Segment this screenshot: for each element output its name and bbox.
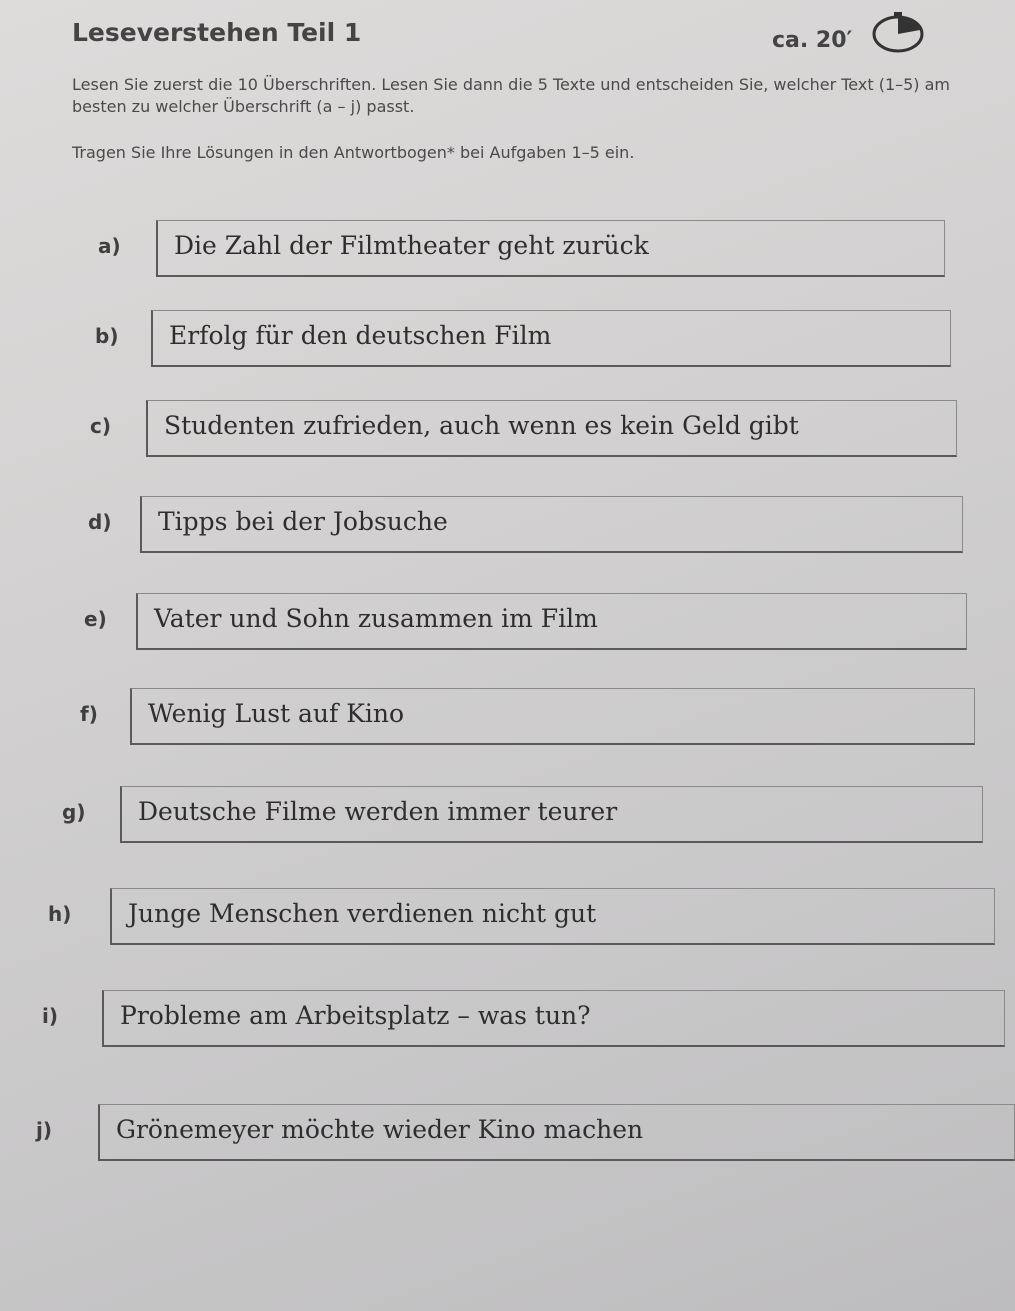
heading-box <box>102 990 1005 1047</box>
heading-text: Grönemeyer möchte wieder Kino machen <box>116 1115 644 1144</box>
heading-text: Probleme am Arbeitsplatz – was tun? <box>120 1001 591 1030</box>
heading-box <box>156 220 945 277</box>
heading-box <box>130 688 975 745</box>
heading-letter: c) <box>90 414 111 438</box>
heading-text: Tipps bei der Jobsuche <box>158 507 448 536</box>
heading-letter: j) <box>36 1118 52 1142</box>
heading-letter: i) <box>42 1004 58 1028</box>
heading-letter: g) <box>62 800 86 824</box>
heading-text: Erfolg für den deutschen Film <box>169 321 552 350</box>
heading-text: Die Zahl der Filmtheater geht zurück <box>174 231 649 260</box>
heading-letter: a) <box>98 234 121 258</box>
instructions-answer-sheet: Tragen Sie Ihre Lösungen in den Antwortbogen* bei Aufgaben 1–5 ein. <box>72 143 635 162</box>
heading-box <box>98 1104 1015 1161</box>
heading-box <box>110 888 995 945</box>
heading-letter: h) <box>48 902 72 926</box>
heading-letter: f) <box>80 702 98 726</box>
instructions-text: Lesen Sie zuerst die 10 Überschriften. Lesen Sie dann die 5 Texte und entscheiden Sie, welcher Text (1–5) am besten zu welcher Überschrift (a – j) passt. <box>72 75 951 116</box>
heading-box <box>120 786 983 843</box>
heading-box <box>151 310 951 367</box>
heading-text: Deutsche Filme werden immer teurer <box>138 797 618 826</box>
heading-text: Junge Menschen verdienen nicht gut <box>128 899 597 928</box>
heading-text: Wenig Lust auf Kino <box>148 699 405 728</box>
heading-letter: e) <box>84 607 107 631</box>
heading-text: Studenten zufrieden, auch wenn es kein Geld gibt <box>164 411 799 440</box>
heading-text: Vater und Sohn zusammen im Film <box>154 604 598 633</box>
heading-letter: b) <box>95 324 119 348</box>
stopwatch-icon <box>868 10 924 54</box>
heading-box <box>140 496 963 553</box>
heading-box <box>146 400 957 457</box>
heading-box <box>136 593 967 650</box>
page-title: Leseverstehen Teil 1 <box>72 18 362 47</box>
heading-letter: d) <box>88 510 112 534</box>
time-indicator: ca. 20′ <box>772 28 853 53</box>
